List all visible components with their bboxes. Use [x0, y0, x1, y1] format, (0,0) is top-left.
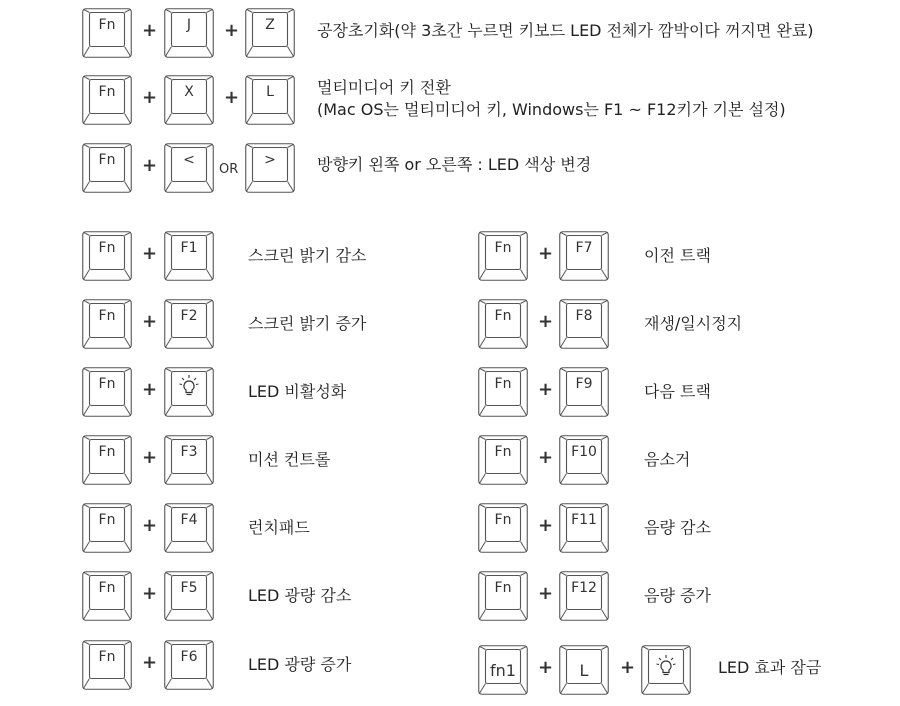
f1-key — [164, 231, 214, 281]
fn-key — [478, 367, 528, 417]
fn-key — [82, 8, 132, 58]
shortcut-led-off — [82, 367, 412, 417]
f7-key — [559, 231, 609, 281]
j-key — [164, 8, 214, 58]
play-pause-desc: 재생/일시정지 — [644, 314, 743, 333]
brightness-up-desc: 스크린 밝기 증가 — [248, 314, 367, 333]
fn-key — [82, 640, 132, 690]
fn-key — [82, 571, 132, 621]
fn-key — [478, 231, 528, 281]
key-label: Fn — [494, 512, 512, 528]
key-label: Fn — [98, 512, 116, 528]
key-label: Fn — [98, 84, 116, 100]
key-label: F1 — [180, 240, 198, 256]
or-label: OR — [219, 162, 239, 177]
plus-sign: + — [224, 87, 240, 108]
key-label: Fn — [98, 444, 116, 460]
shortcut-brightness-down — [82, 231, 412, 281]
plus-sign: + — [142, 20, 158, 41]
plus-sign: + — [142, 583, 158, 604]
next-track-desc: 다음 트랙 — [644, 382, 711, 401]
key-label: Fn — [98, 649, 116, 665]
fn-key — [478, 435, 528, 485]
f12-key — [559, 571, 609, 621]
volume-up-desc: 음량 증가 — [644, 586, 711, 605]
key-label: Fn — [98, 580, 116, 596]
key-label: Fn — [494, 376, 512, 392]
fn-key — [82, 503, 132, 553]
shortcut-volume-down — [478, 503, 808, 553]
z-key — [245, 8, 295, 58]
fn-key — [82, 75, 132, 125]
f10-key — [559, 435, 609, 485]
previous-track-desc: 이전 트랙 — [644, 246, 711, 265]
shortcut-volume-up — [478, 571, 808, 621]
key-label: < — [183, 152, 195, 168]
key-label: Fn — [98, 240, 116, 256]
fn-key — [82, 231, 132, 281]
f5-key — [164, 571, 214, 621]
led-key — [164, 367, 214, 417]
key-label: Fn — [98, 17, 116, 33]
plus-sign: + — [538, 657, 554, 678]
plus-sign: + — [142, 243, 158, 264]
shortcut-play-pause — [478, 299, 808, 349]
key-label: F7 — [575, 240, 593, 256]
fn-key — [478, 503, 528, 553]
key-label: L — [579, 661, 589, 680]
multimedia-desc-line2: (Mac OS는 멀티미디어 키, Windows는 F1 ~ F12키가 기본 설정) — [317, 100, 786, 119]
fn-key — [82, 143, 132, 193]
key-label: Fn — [494, 308, 512, 324]
key-label: F4 — [180, 512, 198, 528]
fn-key — [82, 367, 132, 417]
f11-key — [559, 503, 609, 553]
f4-key — [164, 503, 214, 553]
plus-sign: + — [142, 515, 158, 536]
key-label: F5 — [180, 580, 198, 596]
shortcut-mission-control — [82, 435, 412, 485]
shortcut-mute — [478, 435, 808, 485]
shortcut-multimedia-toggle — [82, 75, 842, 125]
plus-sign: + — [224, 20, 240, 41]
led-key — [641, 645, 691, 695]
fn-key — [82, 299, 132, 349]
plus-sign: + — [142, 652, 158, 673]
f3-key — [164, 435, 214, 485]
f6-key — [164, 640, 214, 690]
shortcut-next-track — [478, 367, 808, 417]
plus-sign: + — [538, 243, 554, 264]
key-label: F2 — [180, 308, 198, 324]
key-label: Z — [265, 17, 275, 33]
led-dim-desc: LED 광량 감소 — [248, 586, 352, 605]
plus-sign: + — [538, 379, 554, 400]
key-label: J — [186, 17, 192, 33]
fn-key — [478, 299, 528, 349]
key-label: L — [266, 84, 274, 100]
key-label: Fn — [98, 308, 116, 324]
key-label: fn1 — [490, 661, 516, 680]
shortcut-led-brighten — [82, 640, 412, 690]
l-key — [559, 645, 609, 695]
key-label: F6 — [180, 649, 198, 665]
left-arrow-key — [164, 143, 214, 193]
plus-sign: + — [620, 657, 636, 678]
shortcut-launchpad — [82, 503, 412, 553]
key-label: Fn — [494, 240, 512, 256]
mute-desc: 음소거 — [644, 450, 691, 469]
plus-sign: + — [142, 379, 158, 400]
shortcut-brightness-up — [82, 299, 412, 349]
led-brighten-desc: LED 광량 증가 — [248, 655, 352, 674]
key-label: F12 — [571, 580, 597, 596]
plus-sign: + — [538, 583, 554, 604]
f2-key — [164, 299, 214, 349]
shortcut-led-dim — [82, 571, 412, 621]
plus-sign: + — [142, 311, 158, 332]
key-label: F3 — [180, 444, 198, 460]
key-label: F9 — [575, 376, 593, 392]
plus-sign: + — [538, 515, 554, 536]
led-effect-lock-desc: LED 효과 잠금 — [718, 658, 822, 677]
factory-reset-desc: 공장초기화(약 3초간 누르면 키보드 LED 전체가 깜박이다 꺼지면 완료) — [317, 21, 814, 40]
launchpad-desc: 런치패드 — [248, 518, 310, 537]
mission-control-desc: 미션 컨트롤 — [248, 450, 331, 469]
plus-sign: + — [142, 155, 158, 176]
key-label: F8 — [575, 308, 593, 324]
plus-sign: + — [142, 447, 158, 468]
led-off-desc: LED 비활성화 — [248, 382, 347, 401]
shortcut-led-effect-lock — [478, 645, 878, 695]
l-key — [245, 75, 295, 125]
key-label: F11 — [571, 512, 597, 528]
key-label: F10 — [571, 444, 597, 460]
plus-sign: + — [538, 311, 554, 332]
key-label: > — [264, 152, 276, 168]
fn-key — [478, 571, 528, 621]
right-arrow-key — [245, 143, 295, 193]
fn-key — [82, 435, 132, 485]
shortcut-factory-reset — [82, 8, 842, 58]
fn1-key — [478, 645, 528, 695]
key-label: Fn — [98, 152, 116, 168]
f8-key — [559, 299, 609, 349]
key-label: Fn — [494, 580, 512, 596]
plus-sign: + — [142, 87, 158, 108]
shortcut-led-color — [82, 143, 842, 193]
f9-key — [559, 367, 609, 417]
multimedia-desc-line1: 멀티미디어 키 전환 — [317, 78, 451, 97]
key-label: Fn — [98, 376, 116, 392]
led-color-desc: 방향키 왼쪽 or 오른쪽 : LED 색상 변경 — [317, 155, 592, 174]
plus-sign: + — [538, 447, 554, 468]
brightness-down-desc: 스크린 밝기 감소 — [248, 246, 367, 265]
key-label: X — [184, 84, 194, 100]
shortcut-previous-track — [478, 231, 808, 281]
key-label: Fn — [494, 444, 512, 460]
volume-down-desc: 음량 감소 — [644, 518, 711, 537]
x-key — [164, 75, 214, 125]
